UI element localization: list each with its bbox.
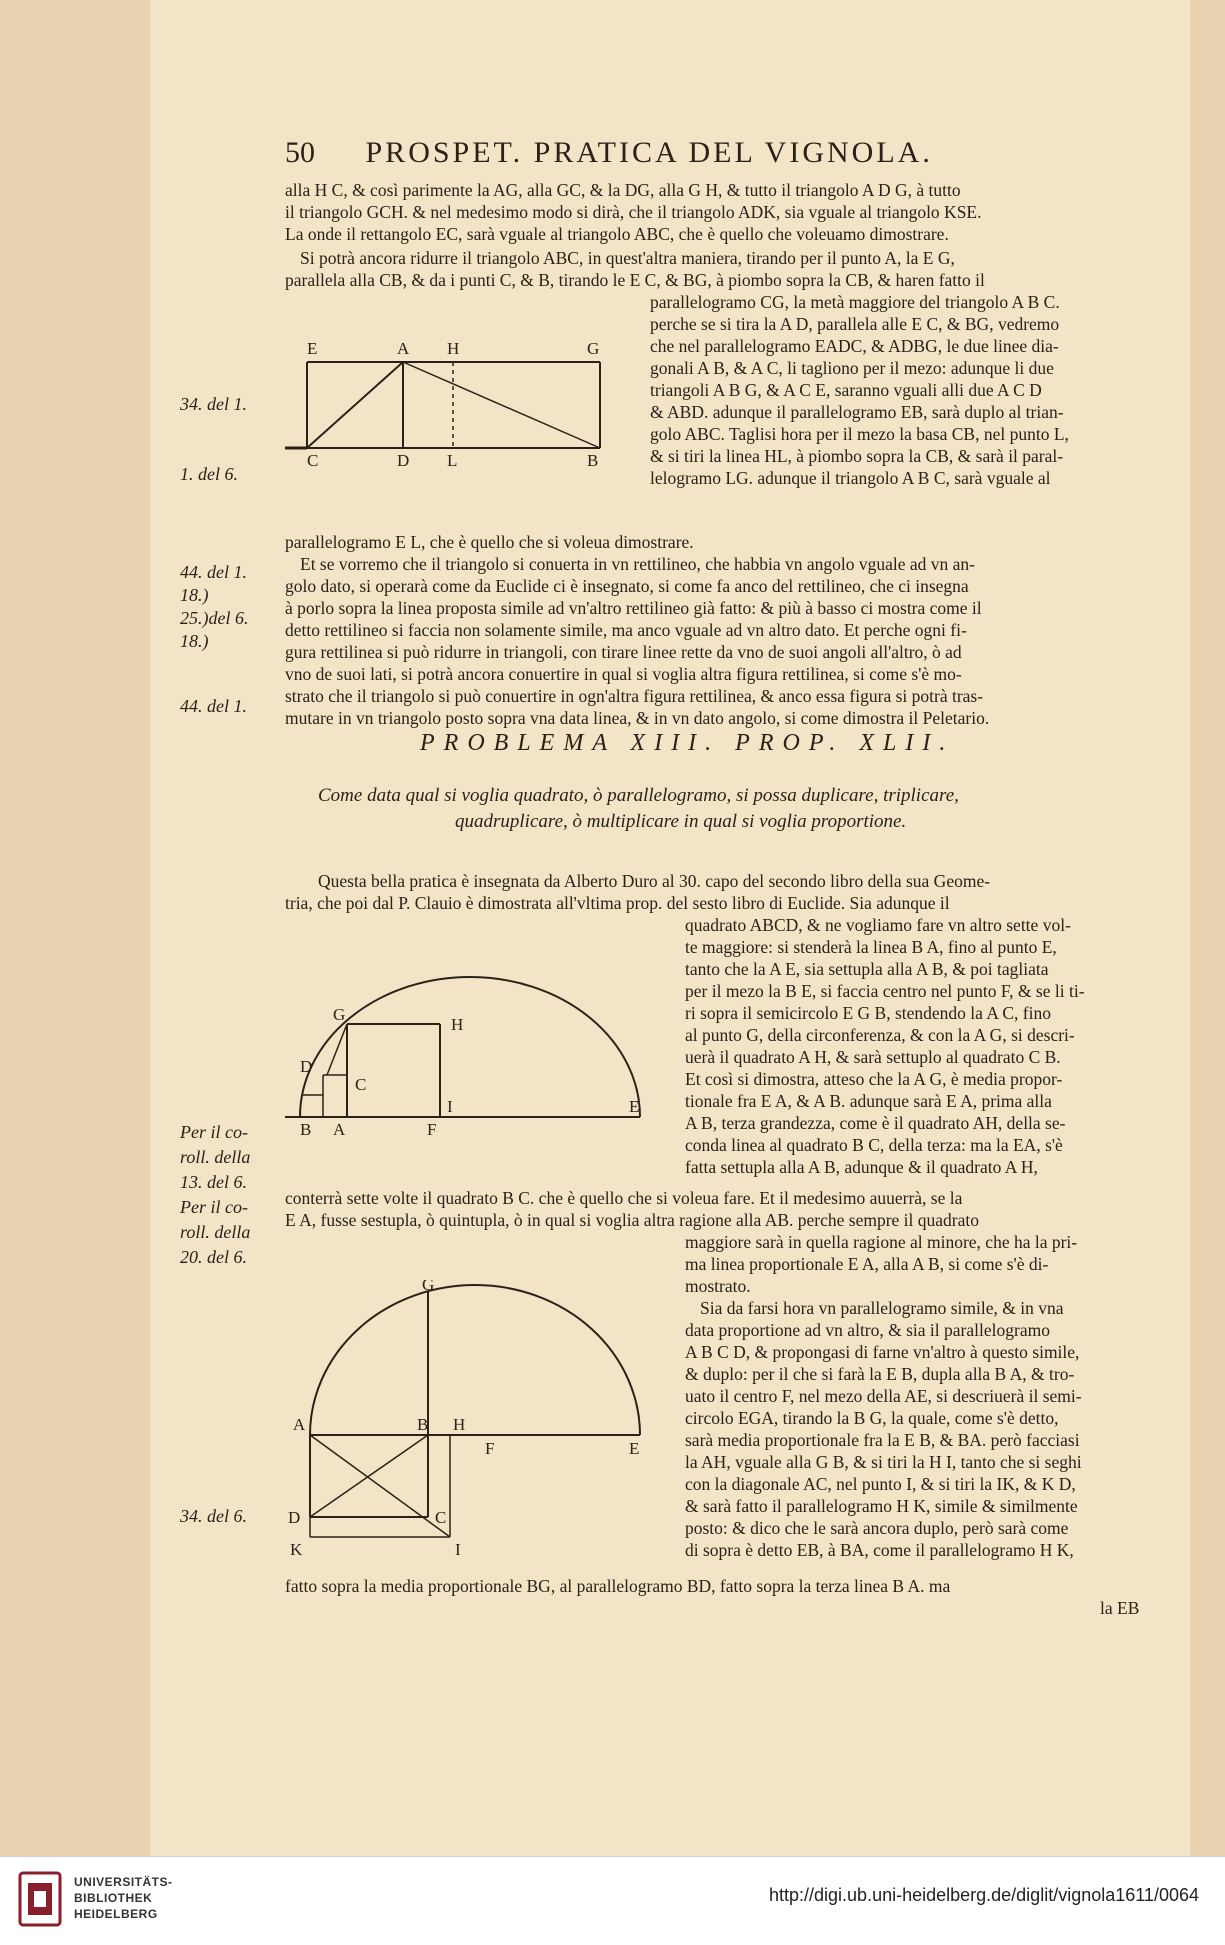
label-E: E <box>307 339 318 358</box>
text-line: ma linea proportionale E A, alla A B, si come s'è di- <box>685 1254 1049 1274</box>
library-name-line: UNIVERSITÄTS- <box>74 1875 173 1889</box>
catchword: la EB <box>1100 1598 1140 1618</box>
label-D: D <box>397 451 410 470</box>
text-line: Si potrà ancora ridurre il triangolo ABC, in quest'altra maniera, tirando per il punto A, la E G, <box>300 248 955 268</box>
line-AB <box>403 362 600 448</box>
text-line: tionale fra E A, & A B. adunque sarà E A, prima alla <box>685 1091 1052 1111</box>
label-G: G <box>587 339 600 358</box>
text-line: gura rettilinea si può ridurre in triangoli, con tirare linee rette da vno de suoi angoli all'altro, ò ad <box>285 642 962 662</box>
text-line: à porlo sopra la linea proposta simile ad vn'altro rettilineo già fatto: & più à basso ci mostra come il <box>285 598 982 618</box>
label-D: D <box>288 1508 301 1527</box>
text-line: Et così si dimostra, atteso che la A G, è media propor- <box>685 1069 1063 1089</box>
text-line: mostrato. <box>685 1276 751 1296</box>
text-line: triangoli A B G, & A C E, saranno vguali alli due A C D <box>650 380 1042 400</box>
text-line: mutare in vn triangolo posto sopra vna data linea, & in vn dato angolo, si come dimostra il Peletario. <box>285 708 990 728</box>
text-line: golo dato, si operarà come da Euclide ci è insegnato, si come fa anco del rettilineo, che ci insegna <box>285 576 969 596</box>
problem-title: PROBLEMA XIII. PROP. XLII. <box>420 730 955 756</box>
margin-note: 18.) <box>180 585 209 605</box>
text-line: strato che il triangolo si può conuertire in ogn'altra figura rettilinea, & anco essa figura si potrà tras- <box>285 686 984 706</box>
text-line: la AH, vguale alla G B, & si tiri la H I, tanto che si seghi <box>685 1452 1082 1472</box>
text-line: Et se vorremo che il triangolo si conuerta in vn rettilineo, che habbia vn angolo vguale ad vn an- <box>300 554 975 574</box>
margin-note: 34. del 6. <box>180 1506 247 1526</box>
margin-note: 13. del 6. <box>180 1172 247 1192</box>
running-title: PROSPET. PRATICA DEL VIGNOLA. <box>365 136 933 169</box>
label-G: G <box>333 1005 346 1024</box>
text-line: & si tiri la linea HL, à piombo sopra la CB, & sarà il paral- <box>650 446 1064 466</box>
text-line: parallelogramo CG, la metà maggiore del triangolo A B C. <box>650 292 1060 312</box>
text-line: uerà il quadrato A H, & sarà settuplo al quadrato C B. <box>685 1047 1061 1067</box>
text-line: maggiore sarà in quella ragione al minore, che ha la pri- <box>685 1232 1078 1252</box>
text-line: tanto che la A E, sia settupla alla A B, & poi tagliata <box>685 959 1049 979</box>
label-I: I <box>455 1540 461 1559</box>
semicircle-EGA <box>310 1285 640 1435</box>
margin-note: 1. del 6. <box>180 464 238 484</box>
label-C: C <box>435 1508 447 1527</box>
text-line: posto: & dico che le sarà ancora duplo, però sarà come <box>685 1518 1069 1538</box>
margin-note: 18.) <box>180 631 209 651</box>
margin-note: 44. del 1. <box>180 696 247 716</box>
text-line: & ABD. adunque il parallelogramo EB, sarà duplo al trian- <box>650 402 1064 422</box>
text-line: conterrà sette volte il quadrato B C. che è quello che si voleua fare. Et il medesimo auuerrà, se la <box>285 1188 963 1208</box>
text-line: perche se si tira la A D, parallela alle E C, & BG, vedremo <box>650 314 1060 334</box>
viewer-footer <box>0 1856 1225 1945</box>
text-line: tria, che poi dal P. Clauio è dimostrata all'vltima prop. del sesto libro di Euclide. Sia adunque il <box>285 893 950 913</box>
text-line: quadrato ABCD, & ne vogliamo fare vn altro sette vol- <box>685 915 1071 935</box>
label-D: D <box>300 1057 313 1076</box>
semicircle-EGB <box>300 977 640 1117</box>
label-F: F <box>427 1120 437 1135</box>
text-line: parallela alla CB, & da i punti C, & B, tirando le E C, & BG, à piombo sopra la CB, & haren fatto il <box>285 270 985 290</box>
text-line: conda linea al quadrato B C, della terza: ma la EA, s'è <box>685 1135 1063 1155</box>
label-I: I <box>447 1097 453 1116</box>
text-line: data proportione ad vn altro, & sia il parallelogramo <box>685 1320 1050 1340</box>
label-H: H <box>447 339 460 358</box>
label-F: F <box>485 1439 495 1458</box>
text-line: il triangolo GCH. & nel medesimo modo si dirà, che il triangolo ADK, sia vguale al triangolo KSE. <box>285 202 982 222</box>
text-line: & duplo: per il che si farà la E B, dupla alla B A, & tro- <box>685 1364 1075 1384</box>
label-A: A <box>333 1120 346 1135</box>
label-H: H <box>451 1015 464 1034</box>
text-line: te maggiore: si stenderà la linea B A, fino al punto E, <box>685 937 1057 957</box>
label-G: G <box>422 1280 435 1294</box>
problem-subtitle-line: Come data qual si voglia quadrato, ò parallelogramo, si possa duplicare, triplicare, <box>318 785 959 806</box>
permalink-url[interactable]: http://digi.ub.uni-heidelberg.de/diglit/vignola1611/0064 <box>769 1885 1199 1905</box>
problem-subtitle-line: quadruplicare, ò multiplicare in qual si voglia proportione. <box>455 811 907 832</box>
line-GD <box>327 1024 347 1075</box>
label-K: K <box>290 1540 303 1559</box>
text-line: sarà media proportionale fra la E B, & BA. però facciasi <box>685 1430 1080 1450</box>
library-seal-icon <box>18 1871 62 1927</box>
text-line: lelogramo LG. adunque il triangolo A B C, sarà vguale al <box>650 468 1051 488</box>
text-line: per il mezo la B E, si faccia centro nel punto F, & se li ti- <box>685 981 1085 1001</box>
label-C: C <box>307 451 319 470</box>
text-line: E A, fusse sestupla, ò quintupla, ò in qual si voglia altra ragione alla AB. perche sempre il quadrato <box>285 1210 979 1230</box>
text-line: circolo EGA, tirando la B G, la quale, come s'è detto, <box>685 1408 1059 1428</box>
running-header <box>285 136 933 170</box>
text-line: ri sopra il semicircolo E G B, stendendo la A C, fino <box>685 1003 1051 1023</box>
text-line: uato il centro F, nel mezo della AE, si descriuerà il semi- <box>685 1386 1082 1406</box>
text-line: fatto sopra la media proportionale BG, al parallelogramo BD, fatto sopra la terza linea B A. ma <box>285 1576 951 1596</box>
label-B: B <box>300 1120 312 1135</box>
line-AC <box>307 362 403 448</box>
library-name-line: HEIDELBERG <box>74 1907 158 1921</box>
margin-note: 25.)del 6. <box>180 608 249 628</box>
text-line: & sarà fatto il parallelogramo H K, simile & similmente <box>685 1496 1078 1516</box>
margin-note: 44. del 1. <box>180 562 247 582</box>
margin-note: Per il co- <box>180 1197 248 1217</box>
label-L: L <box>447 451 458 470</box>
text-line: fatta settupla alla A B, adunque & il quadrato A H, <box>685 1157 1038 1177</box>
text-line: La onde il rettangolo EC, sarà vguale al triangolo ABC, che è quello che voleuamo dimostrare. <box>285 224 949 244</box>
figure-semicircle-square <box>285 960 655 1135</box>
margin-note: 20. del 6. <box>180 1247 247 1267</box>
text-line: vno de suoi lati, si potrà ancora conuertire in qual si voglia altra figura rettilinea, si come s'è mo- <box>285 664 962 684</box>
text-line: golo ABC. Taglisi hora per il mezo la basa CB, nel punto L, <box>650 424 1069 444</box>
figure-rectangle-triangle <box>285 336 620 476</box>
margin-note: roll. della <box>180 1222 251 1242</box>
margin-note: Per il co- <box>180 1122 248 1142</box>
text-line: detto rettilineo si faccia non solamente simile, ma anco vguale ad vn altro dato. Et perche ogni fi- <box>285 620 967 640</box>
label-A: A <box>397 339 410 358</box>
margin-note: 34. del 1. <box>180 394 247 414</box>
text-line: Questa bella pratica è insegnata da Alberto Duro al 30. capo del secondo libro della sua Geome- <box>318 871 991 891</box>
text-line: alla H C, & così parimente la AG, alla GC, & la DG, alla G H, & tutto il triangolo A D G, à tutto <box>285 180 961 200</box>
text-line: con la diagonale AC, nel punto I, & si tiri la IK, & K D, <box>685 1474 1076 1494</box>
label-B: B <box>587 451 599 470</box>
text-line: gonali A B, & A C, li tagliono per il mezo: adunque li due <box>650 358 1054 378</box>
text-line: A B C D, & propongasi di farne vn'altro à questo simile, <box>685 1342 1080 1362</box>
figure-parallelogram-semicircle <box>285 1280 655 1560</box>
label-E: E <box>629 1439 640 1458</box>
label-E: E <box>629 1097 640 1116</box>
text-line: parallelogramo E L, che è quello che si voleua dimostrare. <box>285 532 694 552</box>
label-C: C <box>355 1075 367 1094</box>
label-A: A <box>293 1415 306 1434</box>
library-name-line: BIBLIOTHEK <box>74 1891 153 1905</box>
page-number: 50 <box>285 136 315 169</box>
label-H: H <box>453 1415 466 1434</box>
text-line: Sia da farsi hora vn parallelogramo simile, & in vna <box>700 1298 1064 1318</box>
text-line: A B, terza grandezza, come è il quadrato AH, della se- <box>685 1113 1066 1133</box>
label-B: B <box>417 1415 429 1434</box>
text-line: al punto G, della circonferenza, & con la A G, si descri- <box>685 1025 1075 1045</box>
text-line: di sopra è detto EB, à BA, come il parallelogramo H K, <box>685 1540 1074 1560</box>
margin-note: roll. della <box>180 1147 251 1167</box>
text-line: che nel parallelogramo EADC, & ADBG, le due linee dia- <box>650 336 1059 356</box>
